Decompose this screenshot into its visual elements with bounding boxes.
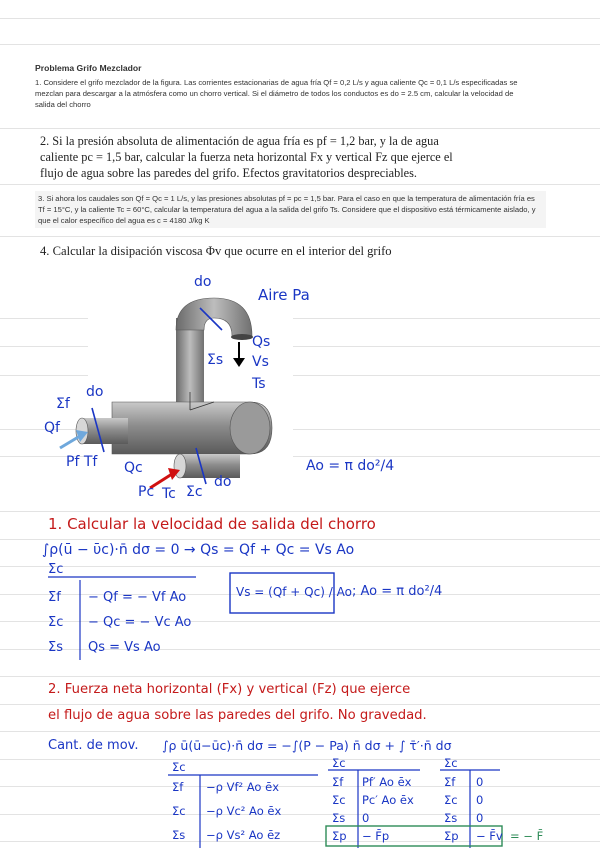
problem-4-text: 4. Calcular la disipación viscosa Φv que ocurre en el interior del grifo: [40, 244, 392, 258]
t2-sig1-3: Σs: [172, 828, 186, 842]
t2-sig1-1: Σf: [172, 780, 184, 794]
label-area-formula: Ao = π do²/4: [306, 458, 395, 474]
problem-1-text: 1. Considere el grifo mezclador de la figura. Las corrientes estacionarias de agua fría Qf = 0,2 L/s y agua caliente Qc = 0,1 L/s especificadas se mezclan para descargar a la atmósfera como un chorro vertical. Si el diámetro de todos los conductos es do = 2.5 cm, calcular la velocidad de salida del chorro: [35, 78, 518, 109]
t2-sig2-1: Σf: [332, 775, 344, 789]
label-tc: Tc: [162, 486, 176, 502]
t2-col1-1: −ρ Vc² Ao ēx: [206, 804, 282, 818]
equation-1: ∫ρ(ū − ῡc)·n̄ dσ = 0 → Qs = Qf + Qc = Vs Ao: [42, 542, 355, 558]
t2-col1-2: −ρ Vs² Ao ēz: [206, 828, 281, 842]
label-sigma-s: Σs: [207, 352, 224, 368]
label-do-left: do: [86, 384, 104, 400]
label-pf-tf: Pf Tf: [66, 454, 98, 470]
label-vs: Vs: [252, 354, 269, 370]
t2-sig3-1: Σf: [444, 775, 456, 789]
problem-title: Problema Grifo Mezclador: [35, 63, 142, 73]
t2-col2-1: Pc′ Ao ēx: [362, 793, 414, 807]
t1-value-3: Qs = Vs Ao: [88, 640, 161, 655]
t2-sig2-4: Σp: [332, 829, 347, 843]
t1-sigma-1: Σf: [48, 590, 61, 605]
momentum-label: Cant. de mov.: [48, 738, 139, 753]
spout-outlet: [231, 334, 253, 340]
t2-sig2-3: Σs: [332, 811, 346, 825]
label-ts: Ts: [252, 376, 266, 392]
ao-result: ; Ao = π do²/4: [352, 584, 443, 599]
problem-3-text: 3. Si ahora los caudales son Qf = Qc = 1 L/s, y las presiones absolutas pf = pc = 1,5 bar. Para el caso en que la temperatura de alimentación fría es Tf = 15°C, y la caliente Tc = 60°C, calcular la temperatura del agua a la salida del grifo Ts. Considere que el dispositivo está térmicamente aislado, y que el calor específico del agua es c = 4180 J/kg K: [35, 191, 546, 228]
cold-flow-arrow: [60, 436, 80, 448]
vs-result: Vs = (Qf + Qc) / Ao: [236, 585, 352, 599]
t2-col2-2: 0: [362, 811, 370, 825]
t2-col1-0: −ρ Vf² Ao ēx: [206, 780, 280, 794]
t1-sigma-3: Σs: [48, 640, 63, 655]
equation-2: ∫ρ ū(ū−ūc)·n̄ dσ = −∫(P − Pa) n̄ dσ + ∫ τ̄′·n̄ dσ: [162, 738, 452, 753]
t2-sig2-2: Σc: [332, 793, 346, 807]
t2-sig3-4: Σp: [444, 829, 459, 843]
heading-2a: 2. Fuerza neta horizontal (Fx) y vertical (Fz) que ejerce: [48, 682, 411, 697]
problem-2-text: 2. Si la presión absoluta de alimentación de agua fría es pf = 1,2 bar, y la de agua caliente pc = 1,5 bar, calcular la fuerza neta horizontal Fx y vertical Fz que ejerce el flujo de agua sobre las paredes del grifo. Efectos gravitatorios despreciables.: [40, 133, 470, 181]
t2-sig3-3: Σs: [444, 811, 458, 825]
body-end: [230, 402, 270, 454]
t2-sig1-0: Σc: [172, 760, 186, 774]
label-pc: Pc: [138, 484, 155, 500]
label-aire: Aire Pa: [258, 286, 310, 304]
t1-sigma-0: Σc: [48, 562, 64, 577]
label-sigma-f: Σf: [56, 396, 70, 412]
t2-col3-0: 0: [476, 775, 484, 789]
t1-sigma-2: Σc: [48, 615, 64, 630]
t2-col2-3: − F̄p: [362, 829, 390, 843]
t2-sig3-0: Σc: [444, 756, 458, 770]
heading-1: 1. Calcular la velocidad de salida del chorro: [48, 515, 376, 533]
cold-inlet-pipe: [82, 418, 128, 444]
t2-col2-0: Pf′ Ao ēx: [362, 775, 412, 789]
t2-sig3-2: Σc: [444, 793, 458, 807]
t2-sig2-0: Σc: [332, 756, 346, 770]
t1-value-1: − Qf = − Vf Ao: [88, 590, 187, 605]
label-qs: Qs: [252, 334, 271, 350]
t2-sig1-2: Σc: [172, 804, 186, 818]
t2-col3-3: − F̄v: [476, 829, 503, 843]
t2-col3-2: 0: [476, 811, 484, 825]
t1-value-2: − Qc = − Vc Ao: [88, 615, 192, 630]
label-qc: Qc: [124, 460, 143, 476]
t2-col3-1: 0: [476, 793, 484, 807]
label-do-right: do: [214, 474, 232, 490]
heading-2b: el flujo de agua sobre las paredes del grifo. No gravedad.: [48, 708, 427, 723]
result-tail: = − F̄: [510, 829, 544, 843]
label-sigma-c: Σc: [186, 484, 203, 500]
label-do-top: do: [194, 274, 212, 290]
label-qf: Qf: [44, 420, 60, 436]
